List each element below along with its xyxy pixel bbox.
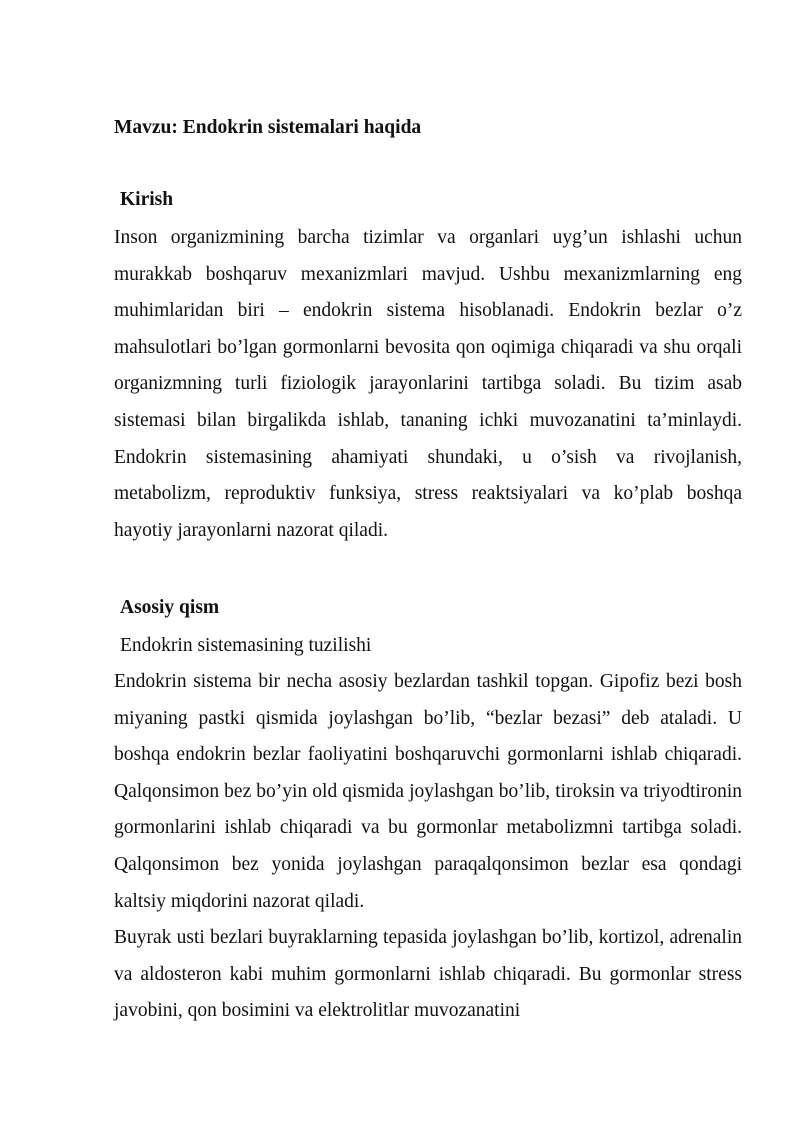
- paragraph-asosiy-2: Buyrak usti bezlari buyraklarning tepasida joylashgan bo’lib, kortizol, adrenalin va aldosteron kabi muhim gormonlarni ishlab chiqaradi. Bu gormonlar stress javobini, qon bosimini va elektrolitlar muvozanatini: [114, 927, 742, 1022]
- section-heading-kirish: Kirish: [120, 189, 174, 210]
- paragraph-asosiy-1: Endokrin sistema bir necha asosiy bezlardan tashkil topgan. Gipofiz bezi bosh miyaning pastki qismida joylashgan bo’lib, “bezlar bezasi” deb ataladi. U boshqa endokrin bezlar faoliyatini boshqaruvchi gormonlarni ishlab chiqaradi. Qalqonsimon bez bo’yin old qismida joylashgan bo’lib, tiroksin va triyodtironin gormonlarini ishlab chiqaradi va bu gormonlar metabolizmni tartibga soladi. Qalqonsimon bez yonida joylashgan paraqalqonsimon bezlar esa qondagi kaltsiy miqdorini nazorat qiladi.: [114, 671, 742, 912]
- section-heading-asosiy-qism: Asosiy qism: [120, 597, 220, 618]
- paragraph-kirish: Inson organizmining barcha tizimlar va organlari uyg’un ishlashi uchun murakkab boshqaruv mexanizmlari mavjud. Ushbu mexanizmlarning eng muhimlaridan biri – endokrin sistema hisoblanadi. Endokrin bezlar o’z mahsulotlari bo’lgan gormonlarni bevosita qon oqimiga chiqaradi va shu orqali organizmning turli fiziologik jarayonlarini tartibga soladi. Bu tizim asab sistemasi bilan birgalikda ishlab, tananing ichki muvozanatini ta’minlaydi. Endokrin sistemasining ahamiyati shundaki, u o’sish va rivojlanish, metabolizm, reproduktiv funksiya, stress reaktsiyalari va ko’plab boshqa hayotiy jarayonlarni nazorat qiladi.: [114, 227, 742, 541]
- subheading-tuzilishi: Endokrin sistemasining tuzilishi: [120, 635, 372, 656]
- document-title: Mavzu: Endokrin sistemalari haqida: [114, 117, 422, 138]
